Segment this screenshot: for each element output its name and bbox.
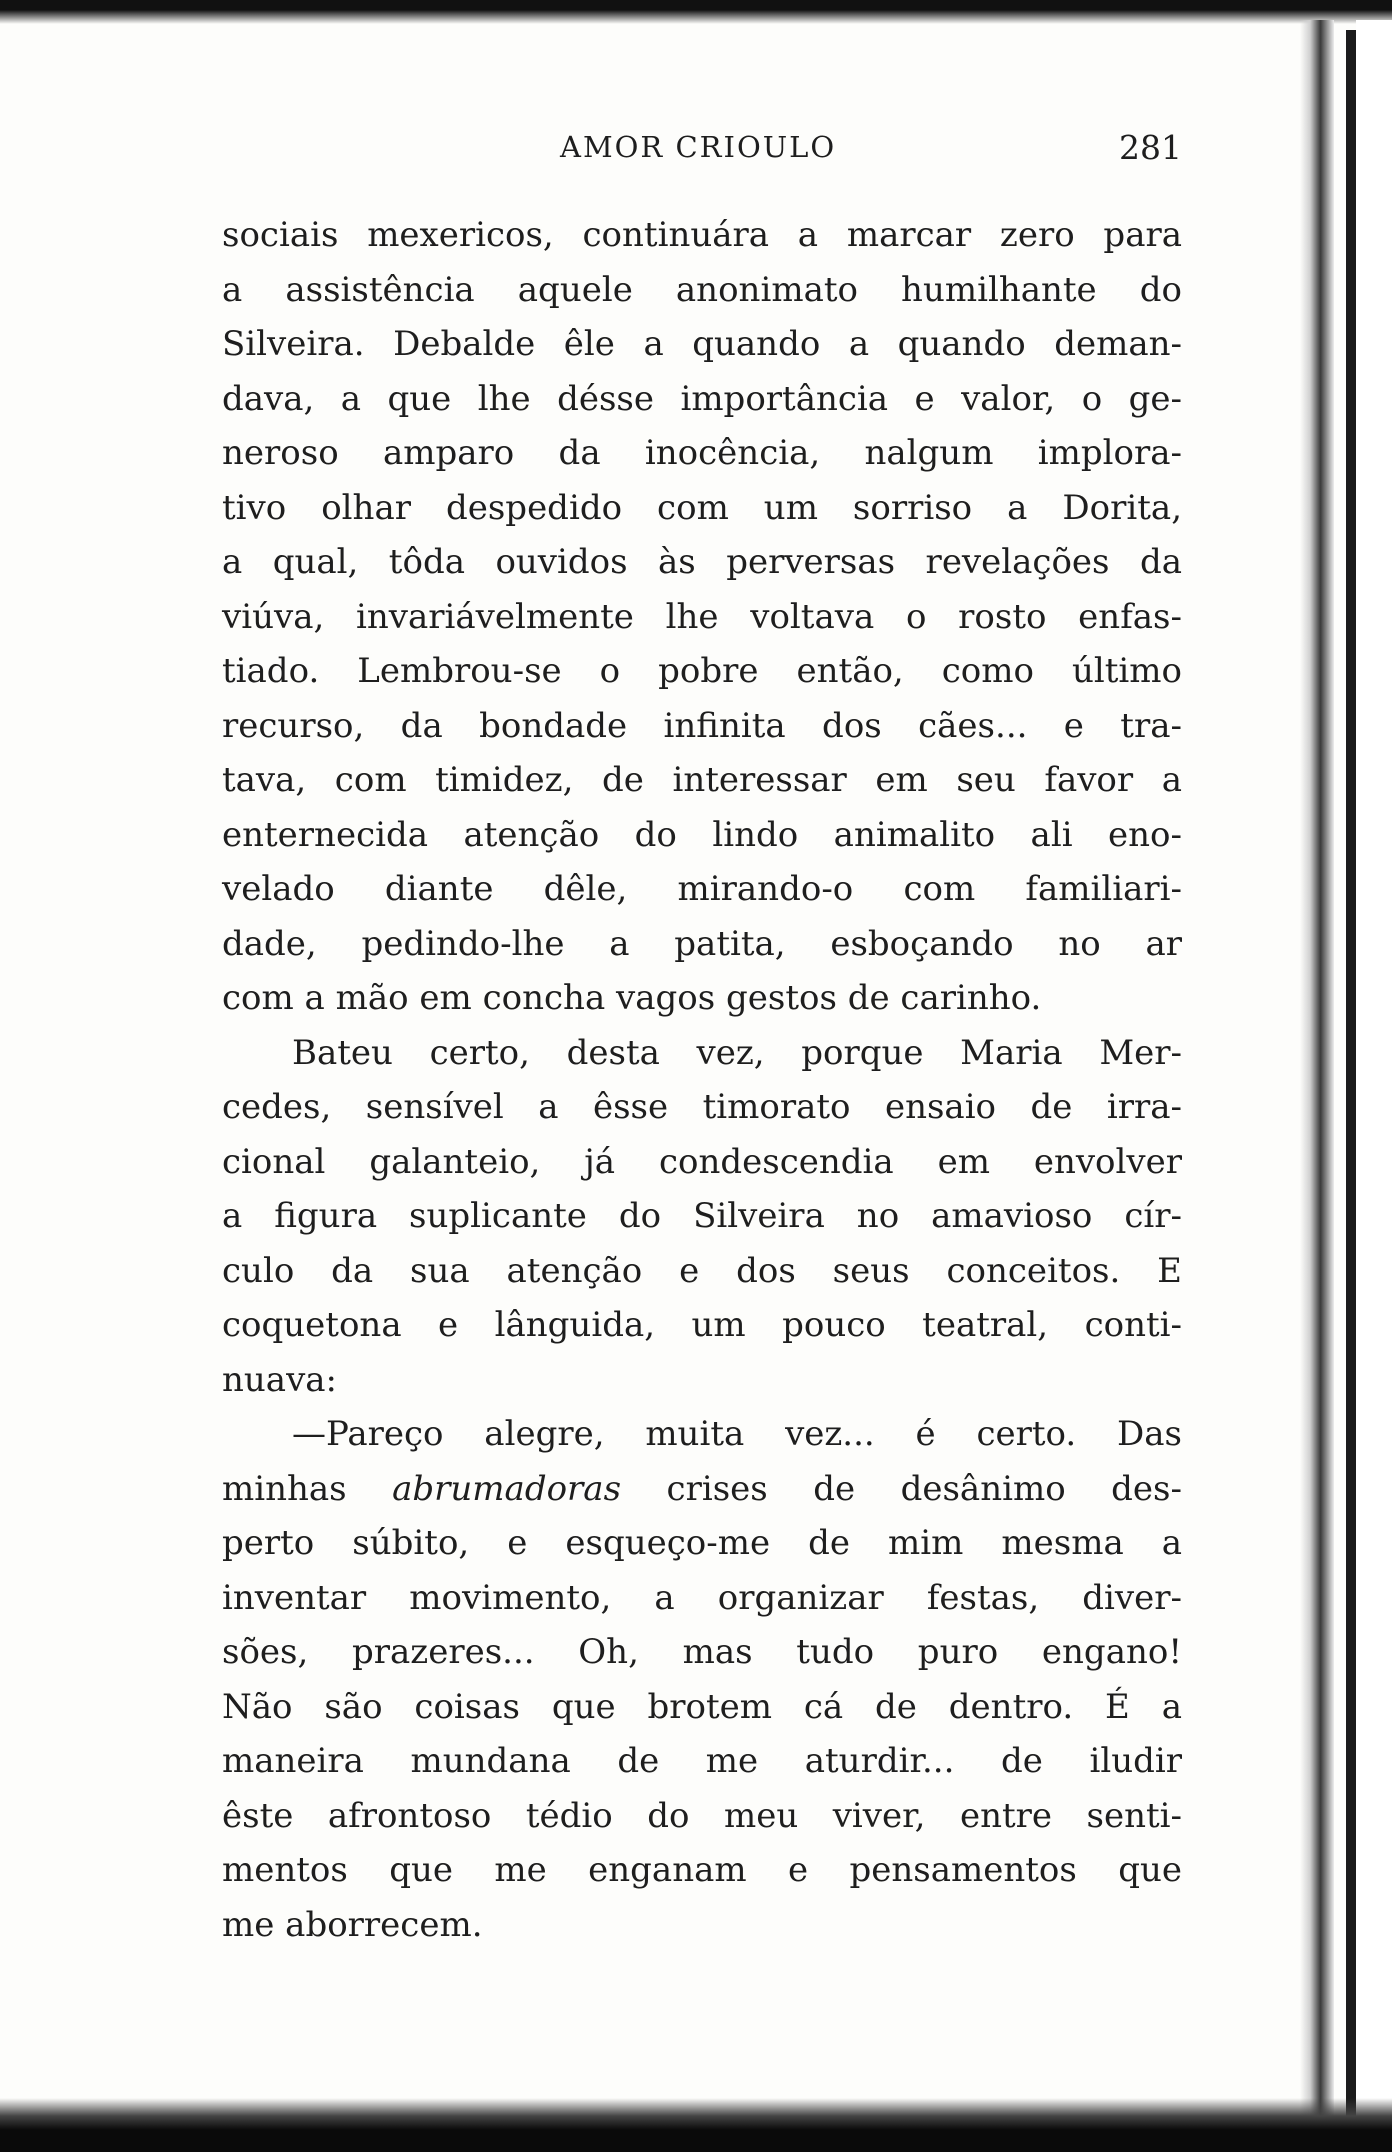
- text-line: culo da sua atenção e dos seus conceitos. E: [222, 1250, 1182, 1291]
- text-line: a qual, tôda ouvidos às perversas revelações da: [222, 542, 1182, 582]
- body-text: [222, 208, 1182, 1952]
- text-line: recurso, da bondade infinita dos cães... e tra-: [222, 705, 1182, 746]
- scan-margin-right: [1356, 20, 1392, 2120]
- text-line: cional galanteio, já condescendia em envolver: [222, 1141, 1182, 1182]
- text-line: perto súbito, e esqueço-me de mim mesma a: [222, 1523, 1182, 1563]
- scan-edge-right: [1346, 30, 1356, 2120]
- text-line: —Pareço alegre, muita vez... é certo. Das: [292, 1414, 1182, 1454]
- text-line: enternecida atenção do lindo animalito ali eno-: [222, 814, 1182, 855]
- text-line: tivo olhar despedido com um sorriso a Dorita,: [222, 487, 1182, 528]
- italic-word: abrumadoras: [392, 1468, 622, 1509]
- text-line: tiado. Lembrou-se o pobre então, como último: [222, 651, 1182, 691]
- text-line: Silveira. Debalde êle a quando a quando deman-: [222, 324, 1182, 364]
- text-line: mentos que me enganam e pensamentos que: [222, 1850, 1182, 1890]
- text-line: velado diante dêle, mirando-o com familiari-: [222, 869, 1182, 909]
- text-line: dade, pedindo-lhe a patita, esboçando no ar: [222, 923, 1182, 964]
- text-line: inventar movimento, a organizar festas, diver-: [222, 1577, 1182, 1618]
- scan-edge-top: [0, 0, 1392, 24]
- text-line: me aborrecem.: [222, 1904, 483, 1945]
- text-line: sões, prazeres... Oh, mas tudo puro engano!: [222, 1632, 1182, 1672]
- page-number: 281: [1119, 128, 1182, 167]
- text-line: tava, com timidez, de interessar em seu favor a: [222, 760, 1182, 800]
- text-line: a figura suplicante do Silveira no amavioso cír-: [222, 1196, 1182, 1236]
- page-header: [222, 124, 1182, 174]
- text-run: crises de desânimo des-: [621, 1468, 1182, 1509]
- text-line: com a mão em concha vagos gestos de carinho.: [222, 978, 1042, 1018]
- text-line: neroso amparo da inocência, nalgum implora-: [222, 433, 1182, 473]
- text-line: a assistência aquele anonimato humilhante do: [222, 269, 1182, 310]
- text-line: Não são coisas que brotem cá de dentro. É a: [222, 1686, 1182, 1727]
- text-line: sociais mexericos, continuára a marcar zero para: [222, 215, 1182, 255]
- text-line: nuava:: [222, 1359, 337, 1400]
- text-line: Bateu certo, desta vez, porque Maria Mer-: [292, 1032, 1182, 1073]
- running-title: AMOR CRIOULO: [560, 130, 837, 164]
- text-run: minhas: [222, 1468, 393, 1509]
- scan-edge-bottom: [0, 2098, 1392, 2152]
- text-line: maneira mundana de me aturdir... de iludir: [222, 1741, 1182, 1781]
- text-line: cedes, sensível a êsse timorato ensaio de irra-: [222, 1087, 1182, 1127]
- scan-gutter-shadow: [1300, 20, 1334, 2120]
- text-line: viúva, invariávelmente lhe voltava o rosto enfas-: [222, 596, 1182, 637]
- text-line: [222, 1462, 1182, 1517]
- text-line: coquetona e lânguida, um pouco teatral, conti-: [222, 1305, 1182, 1345]
- text-line: êste afrontoso tédio do meu viver, entre senti-: [222, 1795, 1182, 1836]
- text-line: dava, a que lhe désse importância e valor, o ge-: [222, 378, 1182, 419]
